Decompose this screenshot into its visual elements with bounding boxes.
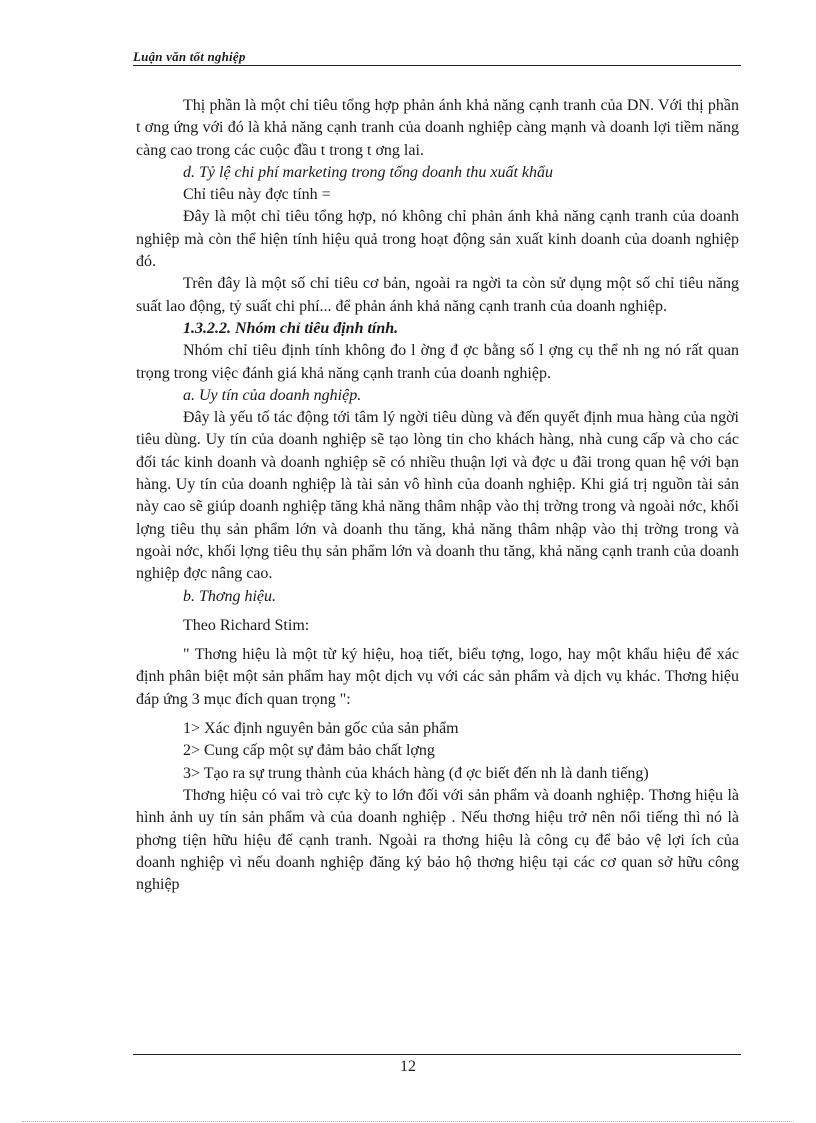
page-number: 12 <box>400 1058 416 1075</box>
paragraph-brand-role: Thơng hiệu có vai trò cực kỳ to lớn đối với sản phẩm và doanh nghiệp. Thơng hiệu là hình ảnh uy tín sản phẩm và của doanh nghiệp . Nếu thơng hiệu trở nên nổi tiếng thì nó là phơng tiện hữu hiệu để cạnh tranh. Ngoài ra thơng hiệu là công cụ để bảo vệ lợi ích của doanh nghiệp vì nếu doanh nghiệp đăng ký bảo hộ thơng hiệu tại các cơ quan sở hữu công nghiệp <box>136 786 739 894</box>
heading-1-3-2-2: 1.3.2.2. Nhóm chỉ tiêu định tính. <box>183 319 399 337</box>
list-item: 2> Cung cấp một sự đảm bảo chất lợng <box>183 742 435 760</box>
footer-rule <box>133 1054 741 1055</box>
header-rule <box>133 65 741 66</box>
paragraph-richard-stim: Theo Richard Stim: <box>183 616 310 634</box>
document-body <box>136 95 739 896</box>
heading-d: d. Tỷ lệ chi phí marketing trong tổng doanh thu xuất khẩu <box>183 163 554 181</box>
list-item: 3> Tạo ra sự trung thành của khách hàng (đ ợc biết đến nh là danh tiếng) <box>183 764 649 782</box>
page-header <box>133 49 741 65</box>
paragraph-other-indicators: Trên đây là một số chỉ tiêu cơ bản, ngoài ra ngời ta còn sử dụng một số chỉ tiêu năng suất lao động, tỷ suất chi phí... để phản ánh khả năng cạnh tranh của doanh nghiệp. <box>136 275 739 315</box>
page-bottom-border <box>22 1121 794 1122</box>
header-title: Luận văn tốt nghiệp <box>133 49 246 64</box>
paragraph-quote: " Thơng hiệu là một từ ký hiệu, hoạ tiết, biểu tợng, logo, hay một khẩu hiệu để xác định phân biệt một sản phẩm hay một dịch vụ với các sản phẩm và dịch vụ khác. Thơng hiệu đáp ứng 3 mục đích quan trọng ": <box>136 646 739 708</box>
heading-a: a. Uy tín của doanh nghiệp. <box>183 386 362 404</box>
heading-b: b. Thơng hiệu. <box>183 587 276 605</box>
paragraph-formula: Chỉ tiêu này đợc tính = <box>183 186 331 204</box>
paragraph-reputation: Đây là yếu tố tác động tới tâm lý ngời tiêu dùng và đến quyết định mua hàng của ngời tiêu dùng. Uy tín của doanh nghiệp sẽ tạo lòng tin cho khách hàng, nhà cung cấp và cho các đối tác kinh doanh và doanh nghiệp sẽ có nhiều thuận lợi và đợc u đãi trong quan hệ với bạn hàng. Uy tín của doanh nghiệp là tài sản vô hình của doanh nghiệp. Khi giá trị nguồn tài sản này cao sẽ giúp doanh nghiệp tăng khả năng thâm nhập vào thị trờng trong và ngoài nớc, khối lợng tiêu thụ sản phẩm lớn và doanh thu tăng, khả năng thâm nhập vào thị trờng trong và ngoài nớc, khối lợng tiêu thụ sản phẩm lớn và doanh thu tăng, khả năng cạnh tranh của doanh nghiệp đợc nâng cao. <box>136 409 739 583</box>
paragraph-summary-indicator: Đây là một chỉ tiêu tổng hợp, nó không chỉ phản ánh khả năng cạnh tranh của doanh nghiệp mà còn thể hiện tính hiệu quả trong hoạt động sản xuất kinh doanh của doanh nghiệp đó. <box>136 208 739 271</box>
paragraph-qualitative: Nhóm chỉ tiêu định tính không đo l ờng đ ợc bằng số l ợng cụ thể nh ng nó rất quan trọng trong việc đánh giá khả năng cạnh tranh của doanh nghiệp. <box>136 342 739 382</box>
list-item: 1> Xác định nguyên bản gốc của sản phẩm <box>183 720 459 738</box>
paragraph-market-share: Thị phần là một chỉ tiêu tổng hợp phản ánh khả năng cạnh tranh của DN. Với thị phần t ơng ứng với đó là khả năng cạnh tranh của doanh nghiệp càng mạnh và doanh lợi tiềm năng càng cao trong các cuộc đầu t trong t ơng lai. <box>136 97 739 159</box>
